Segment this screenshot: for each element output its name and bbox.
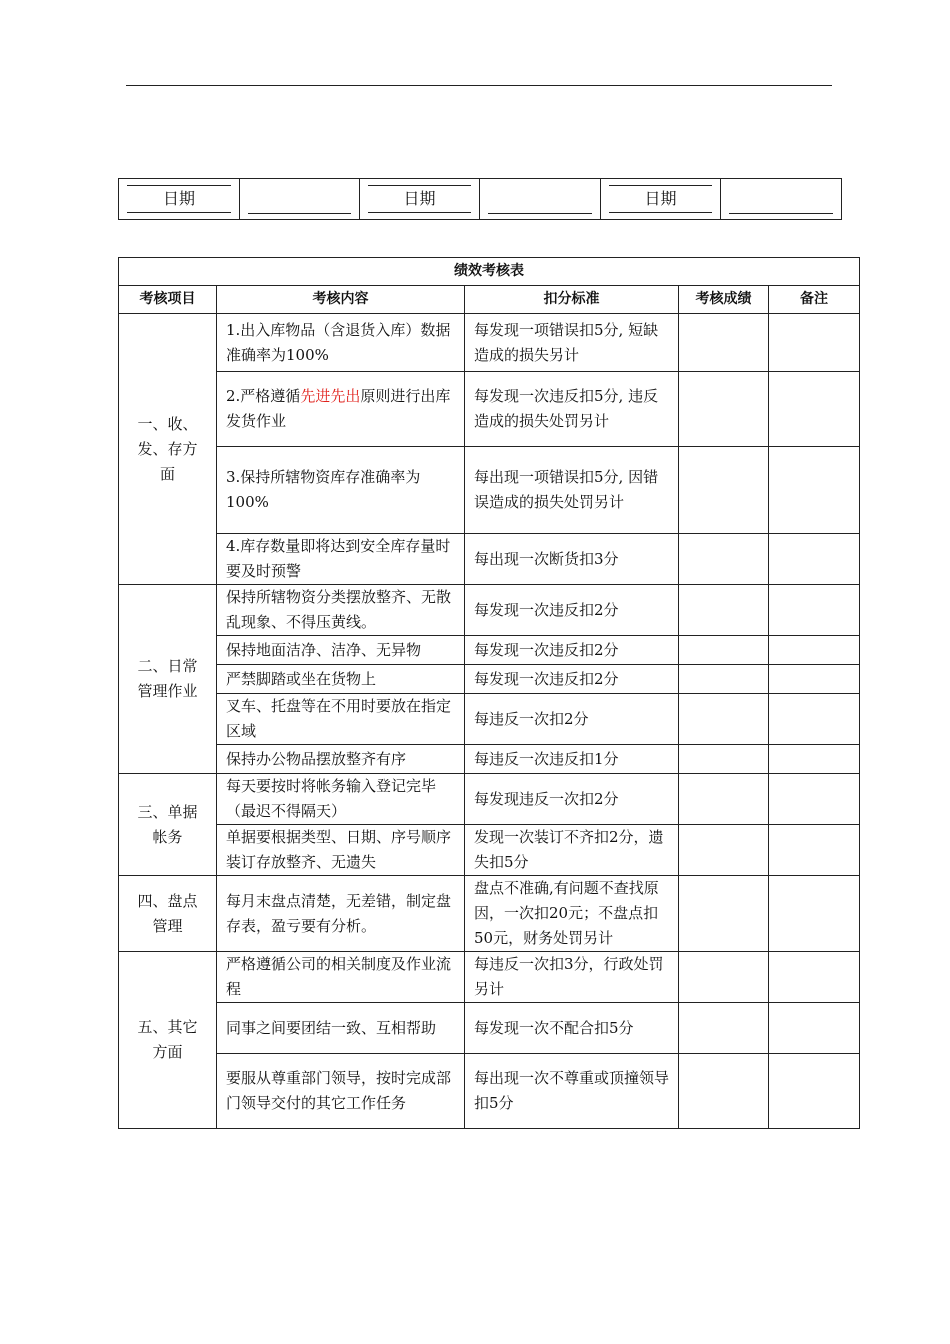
table-row xyxy=(119,1003,860,1054)
content-cell: 严格遵循公司的相关制度及作业流程 xyxy=(217,952,465,1003)
date-label: 日期 xyxy=(368,185,471,213)
content-cell: 2.严格遵循先进先出原则进行出库发货作业 xyxy=(217,372,465,447)
content-cell: 每天要按时将帐务输入登记完毕（最迟不得隔天） xyxy=(217,774,465,825)
content-cell: 同事之间要团结一致、互相帮助 xyxy=(217,1003,465,1054)
category-cell: 四、盘点管理 xyxy=(119,876,217,952)
standard-cell: 每发现一次违反扣2分 xyxy=(465,585,679,636)
table-row xyxy=(119,1054,860,1129)
content-cell: 1.出入库物品（含退货入库）数据准确率为100% xyxy=(217,314,465,372)
remarks-cell[interactable] xyxy=(769,1003,860,1054)
remarks-cell[interactable] xyxy=(769,745,860,774)
score-cell[interactable] xyxy=(679,314,769,372)
score-cell[interactable] xyxy=(679,665,769,694)
remarks-cell[interactable] xyxy=(769,952,860,1003)
score-cell[interactable] xyxy=(679,952,769,1003)
date-label-cell xyxy=(360,179,480,220)
content-cell: 保持地面洁净、洁净、无异物 xyxy=(217,636,465,665)
score-cell[interactable] xyxy=(679,534,769,585)
score-cell[interactable] xyxy=(679,1003,769,1054)
category-cell: 一、收、发、存方面 xyxy=(119,314,217,585)
remarks-cell[interactable] xyxy=(769,694,860,745)
header-rule xyxy=(126,85,832,86)
date-value-field[interactable] xyxy=(721,179,842,220)
table-row xyxy=(119,694,860,745)
score-cell[interactable] xyxy=(679,876,769,952)
standard-cell: 每出现一项错误扣5分, 因错误造成的损失处罚另计 xyxy=(465,447,679,534)
content-cell: 保持办公物品摆放整齐有序 xyxy=(217,745,465,774)
content-cell: 3.保持所辖物资库存准确率为100% xyxy=(217,447,465,534)
content-cell: 严禁脚踏或坐在货物上 xyxy=(217,665,465,694)
table-row xyxy=(119,825,860,876)
standard-cell: 每发现一次违反扣2分 xyxy=(465,636,679,665)
remarks-cell[interactable] xyxy=(769,585,860,636)
content-cell: 每月末盘点清楚，无差错，制定盘存表，盈亏要有分析。 xyxy=(217,876,465,952)
standard-cell: 每发现一次不配合扣5分 xyxy=(465,1003,679,1054)
score-cell[interactable] xyxy=(679,745,769,774)
remarks-cell[interactable] xyxy=(769,372,860,447)
header-content: 考核内容 xyxy=(217,286,465,314)
table-row xyxy=(119,774,860,825)
date-signature-table xyxy=(118,178,842,220)
table-row xyxy=(119,952,860,1003)
remarks-cell[interactable] xyxy=(769,774,860,825)
standard-cell: 发现一次装订不齐扣2分，遗失扣5分 xyxy=(465,825,679,876)
table-row xyxy=(119,636,860,665)
remarks-cell[interactable] xyxy=(769,636,860,665)
content-cell: 要服从尊重部门领导，按时完成部门领导交付的其它工作任务 xyxy=(217,1054,465,1129)
standard-cell: 盘点不准确,有问题不查找原因，一次扣20元；不盘点扣50元，财务处罚另计 xyxy=(465,876,679,952)
table-row xyxy=(119,314,860,372)
remarks-cell[interactable] xyxy=(769,447,860,534)
date-label: 日期 xyxy=(127,185,231,213)
date-label: 日期 xyxy=(609,185,712,213)
remarks-cell[interactable] xyxy=(769,534,860,585)
header-score: 考核成绩 xyxy=(679,286,769,314)
score-cell[interactable] xyxy=(679,585,769,636)
content-cell: 4.库存数量即将达到安全库存量时要及时预警 xyxy=(217,534,465,585)
score-cell[interactable] xyxy=(679,447,769,534)
table-row xyxy=(119,745,860,774)
table-row xyxy=(119,447,860,534)
remarks-cell[interactable] xyxy=(769,1054,860,1129)
standard-cell: 每出现一次不尊重或顶撞领导扣5分 xyxy=(465,1054,679,1129)
remarks-cell[interactable] xyxy=(769,314,860,372)
score-cell[interactable] xyxy=(679,372,769,447)
standard-cell: 每发现一项错误扣5分, 短缺造成的损失另计 xyxy=(465,314,679,372)
standard-cell: 每违反一次扣2分 xyxy=(465,694,679,745)
standard-cell: 每违反一次扣3分，行政处罚另计 xyxy=(465,952,679,1003)
header-deduction: 扣分标准 xyxy=(465,286,679,314)
remarks-cell[interactable] xyxy=(769,876,860,952)
table-row xyxy=(119,534,860,585)
date-value-field[interactable] xyxy=(240,179,360,220)
score-cell[interactable] xyxy=(679,694,769,745)
table-row xyxy=(119,876,860,952)
score-cell[interactable] xyxy=(679,1054,769,1129)
score-cell[interactable] xyxy=(679,636,769,665)
table-title: 绩效考核表 xyxy=(119,258,860,286)
category-cell: 三、单据帐务 xyxy=(119,774,217,876)
category-cell: 五、其它方面 xyxy=(119,952,217,1129)
standard-cell: 每违反一次违反扣1分 xyxy=(465,745,679,774)
standard-cell: 每发现违反一次扣2分 xyxy=(465,774,679,825)
content-cell: 保持所辖物资分类摆放整齐、无散乱现象、不得压黄线。 xyxy=(217,585,465,636)
standard-cell: 每发现一次违反扣5分, 违反造成的损失处罚另计 xyxy=(465,372,679,447)
category-cell: 二、日常管理作业 xyxy=(119,585,217,774)
remarks-cell[interactable] xyxy=(769,665,860,694)
header-remarks: 备注 xyxy=(769,286,860,314)
date-label-cell xyxy=(119,179,240,220)
standard-cell: 每出现一次断货扣3分 xyxy=(465,534,679,585)
highlight-text: 先进先出 xyxy=(300,387,361,405)
table-row xyxy=(119,665,860,694)
standard-cell: 每发现一次违反扣2分 xyxy=(465,665,679,694)
content-cell: 叉车、托盘等在不用时要放在指定区域 xyxy=(217,694,465,745)
score-cell[interactable] xyxy=(679,774,769,825)
table-row xyxy=(119,372,860,447)
header-item: 考核项目 xyxy=(119,286,217,314)
date-value-field[interactable] xyxy=(480,179,601,220)
table-row xyxy=(119,585,860,636)
content-cell: 单据要根据类型、日期、序号顺序装订存放整齐、无遗失 xyxy=(217,825,465,876)
score-cell[interactable] xyxy=(679,825,769,876)
date-label-cell xyxy=(601,179,721,220)
performance-evaluation-table xyxy=(118,257,860,1129)
remarks-cell[interactable] xyxy=(769,825,860,876)
